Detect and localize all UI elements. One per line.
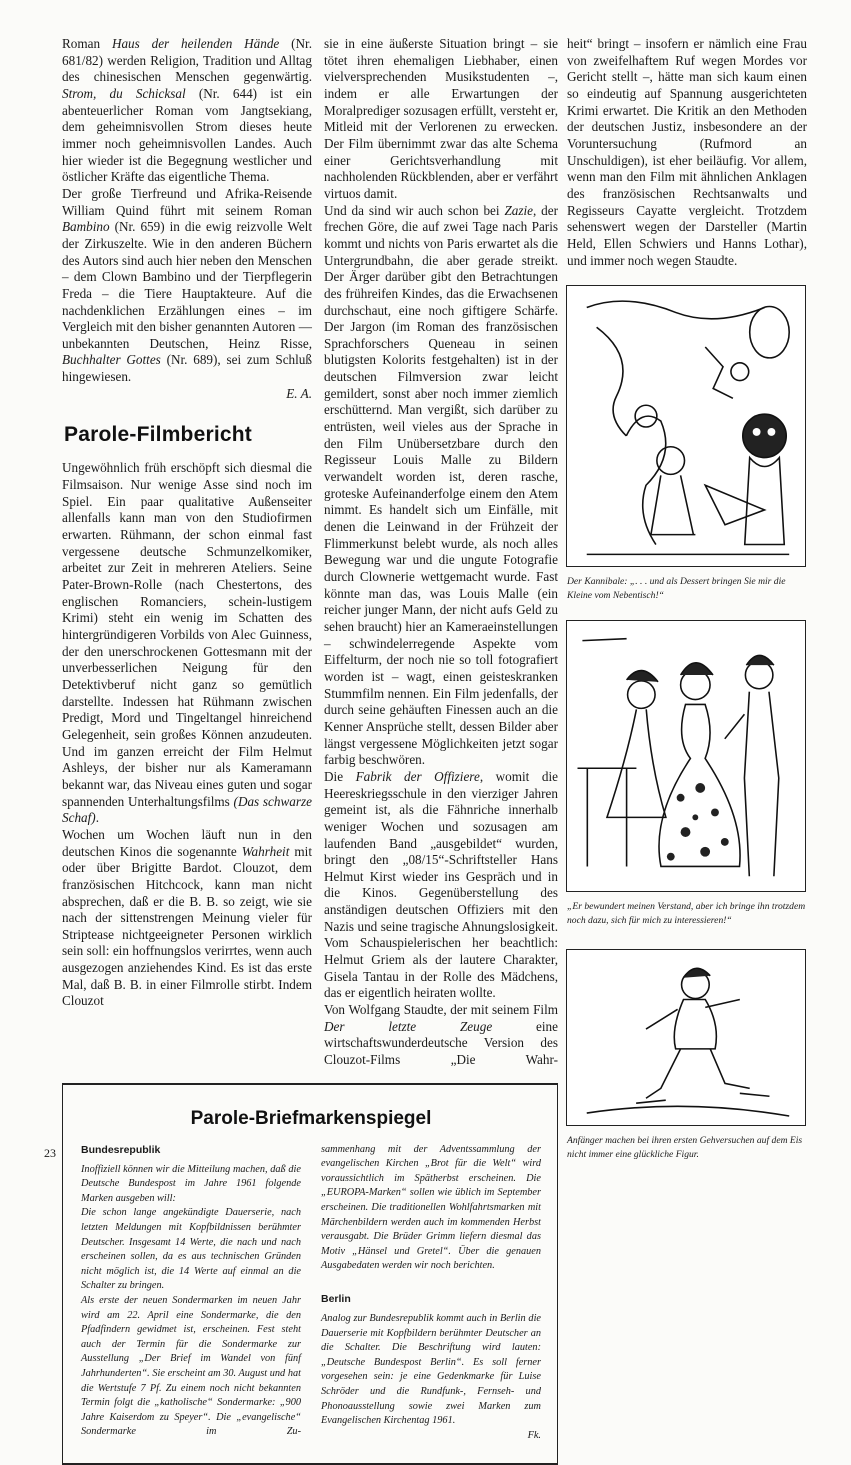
text-run: Analog zur Bundesrepublik kommt auch in Berlin die Dauerserie mit Kopfbildern berühmter Deutscher an die Schalter. Die Beschriftung wird lauten: „Deutsche Bundespost Berlin“. Es soll ferner vorgesehen sein: je eine Gedenkmarke für Luise Schröder und die Rundfunk-, Fernseh- und Phonoausstellung sowie zwei Marken zum Evangelischen Kirchentag 1961. (321, 1313, 541, 1427)
text-run: , der frechen Göre, die auf zwei Tage nach Paris kommt und nichts von Paris erwartet als die Untergrundbahn, die aber gerade streikt. Der Ärger darüber gibt den Betrachtungen des frühreifen Kindes, das die Erwachsenen durchschaut, eine noch giftigere Schärfe. Der Jargon (im Roman des französischen Sprachforschers Queneau in seinen blutigsten Kolorits festgehalten) ist in der deutschen Filmversion zwar leicht gemildert, sonst aber noch immer ziemlich erschütternd. Man vergißt, sich darüber zu entrüsten, weil vieles aus der Sprache in den Film Unübersetzbare durch den Regisseur Louis Malle zu Bildern verwandelt worden ist, deren rasche, groteske Aufeinanderfolge einem den Atem nimmt. Es handelt sich um Einfälle, mit denen die Leinwand in der Frühzeit der Flimmerkunst belebt wurde, als noch alles Bewegung war und die ungute Fotografie durch Clownerie wettgemacht wurde. Fast könnte man das, was Louis Malle (ein reicher junger Mann, der nicht aufs Geld zu sehen braucht) hier an Kameraeinstellungen – schwindelerregende Aspekte vom Eiffelturm, der noch nie so toll fotografiert worden ist – wagt, einen geisteskranken Stummfilm nennen. Ein Film jedenfalls, der durch seine gehäuften Finessen auch an die Kenner Ansprüche stellt, dessen Bilder aber längst vergessene Möglichkeiten jetzt sogar farbig beschwören. (324, 202, 558, 768)
paragraph (81, 1206, 301, 1294)
stamps-title: Parole-Briefmarkenspiegel (190, 1107, 432, 1129)
film-report-left-paragraphs (62, 460, 312, 1010)
stamps-right-column (321, 1143, 541, 1444)
stamps-bundesrepublik-right (321, 1143, 541, 1274)
main-columns (62, 36, 558, 1465)
text-run: (Nr. 644) ist ein abenteuerlicher Roman vom Jangtsekiang, dem geheimnisvollen Strom dieses heute immer noch geheimnisvollen Landes. Auch hier wieder ist die Begegnung westlicher und östlicher Kräfte das eigentliche Thema. (62, 85, 312, 185)
text-run: Der große Tierfreund und Afrika-Reisende William Quind führt mit seinem Roman (62, 185, 312, 218)
text-run: sie in eine äußerste Situation bringt – sie tötet ihren ehemaligen Liebhaber, einen vielversprechenden Musikstudenten –, indem er alle Erwartungen der Moralprediger sozusagen erfüllt, versteht er, Mitleid mit der Verlorenen zu erwecken. Der Film übernimmt zwar das alte Schema einer Gerichtsverhandlung mit nachholenden Rückblenden, aber er verfährt virtuos damit. (324, 36, 558, 201)
text-run: Und da sind wir auch schon bei (324, 202, 505, 218)
text-run: . (95, 810, 99, 826)
film-report-heading: Parole-Filmbericht (64, 423, 252, 447)
couple-drawing (567, 621, 805, 891)
paragraph (324, 203, 558, 769)
stamps-berlin-text (321, 1312, 541, 1443)
text-run: Die schon lange angekündigte Dauerserie, nach letzten Meldungen mit Kopfbildnissen berühmter Deutscher. Insgesamt 14 Werte, die nach und nach erscheinen sollen, da es aus technischen Gründen nicht möglich ist, die 14 Werte auf einmal an die Schalter zu bringen. (81, 1207, 301, 1292)
text-run: heit“ bringt – insofern er nämlich eine Frau von zweifelhaftem Ruf wegen Mordes vor Gericht stellt –, hätte man sich kaum einen so eindeutig auf Spannung ausgerichteten Krimi erwartet. Die Kritik an den Methoden der deutschen Justiz, insbesondere an der Voruntersuchung (Rufmord an Unschuldigen), ist eher beiläufig. Vor allem, wenn man den Film mit ähnlichen Anklagen des französischen Rechtsanwalts und Regisseurs Cayatte vergleicht. Trotzdem sehenswert wegen der Darsteller (Martin Held, Ellen Schwiers und Hanns Lothar), und immer noch wegen Staudte. (567, 36, 807, 268)
stamps-left-column (81, 1143, 301, 1440)
film-report-middle-column (324, 36, 558, 1069)
italic-title: Zazie (504, 202, 534, 218)
cartoon-cannibal-image (566, 285, 806, 567)
italic-title: Der letzte Zeuge (324, 1018, 493, 1034)
paragraph (81, 1294, 301, 1440)
text-run: sammenhang mit der Adventssammlung der evangelischen Kirchen „Brot für die Welt“ wird voraussichtlich im Spätherbst erscheinen. Die „EUROPA-Marken“ sollen wie üblich im September erscheinen. Die traditionellen Wohlfahrtsmarken mit Märchenbildern werden auch im kommenden Herbst verausgabt. Die Brüder Grimm liefern diesmal das Motiv „Hänsel und Gretel“. Über die genauen Ausgabedaten werden wir noch berichten. (321, 1143, 541, 1272)
text-run: , womit die Heereskriegsschule in den vierziger Jahren gemeint ist, als die Fähnriche innerhalb weniger Wochen und sozusagen am laufenden Band „ausgebildet“ wurden, bringt den „08/15“-Schriftsteller Hans Helmut Kirst wieder ins Gespräch und in die Kinos. Gegenüberstellung des anständigen deutschen Offiziers mit den Nazis und seine tragische Ahnungslosigkeit. Vom Schauspielerischen her beachtlich: Helmut Griem als der lautere Charakter, Gisela Tantau in der Rolle des Mädchens, das er eigentlich heiraten wollte. (324, 768, 558, 1001)
paragraph (567, 36, 807, 269)
left-column (62, 36, 312, 1010)
paragraph (324, 769, 558, 1002)
paragraph (321, 1312, 541, 1429)
paragraph (62, 827, 312, 1010)
text-run: Inoffiziell können wir die Mitteilung machen, daß die Deutsche Bundespost im Jahre 1961 folgende Marken ausgeben will: (81, 1163, 301, 1204)
stamps-berlin-heading: Berlin (321, 1293, 351, 1306)
film-report-right-column (567, 36, 807, 269)
stamps-signature: Fk. (527, 1429, 541, 1441)
italic-title: (Das schwarze Schaf) (62, 793, 313, 826)
italic-title: Bambino (62, 219, 110, 235)
text-run: Die (324, 768, 356, 784)
text-run: Roman (62, 36, 112, 51)
text-run: Wochen um Wochen läuft nun in den deutschen Kinos die sogenannte (62, 826, 312, 859)
text-run: (Nr. 681/82) werden Religion, Tradition und Alltag des chinesischen Menschen gegenwärtig. (62, 36, 312, 85)
book-review-signature: E. A. (286, 385, 312, 401)
paragraph (62, 36, 312, 186)
cartoon-cannibal-caption: Der Kannibale: „. . . und als Dessert bringen Sie mir die Kleine vom Nebentisch!“ (567, 576, 786, 601)
stamps-box (62, 1083, 558, 1465)
book-review-paragraphs (62, 36, 312, 386)
cartoon-couple-image (566, 620, 806, 892)
cannibal-drawing (567, 286, 805, 566)
italic-title: Wahrheit (241, 843, 290, 859)
stamps-bundesrepublik-heading: Bundesrepublik (81, 1143, 161, 1156)
text-run: Als erste der neuen Sondermarken im neuen Jahr wird am 22. April eine Sondermarke, die den Pfadfindern gewidmet ist, erscheinen. Fest steht auch der Termin für die Sondermarke zur Ausstellung „Der Brief im Wandel von fünf Jahrhunderten“. Sie erscheint am 30. August und hat die Wertstufe 7 Pf. Zu einem noch nicht bekannten Termin folgt die „katholische“ Sondermarke: „900 Jahre Kaiserdom zu Speyer“. Die „evangelische“ Sondermarke im Zu- (81, 1295, 301, 1438)
text-run: eine wirtschaftswunderdeutsche Version des Clouzot-Films „Die Wahr- (324, 1018, 558, 1068)
right-column (567, 36, 807, 1161)
page-number: 23 (44, 1146, 56, 1160)
ice-skater-drawing (567, 950, 805, 1125)
film-report-middle-paragraphs (324, 36, 558, 1069)
film-report-right-paragraphs (567, 36, 807, 269)
text-run: Von Wolfgang Staudte, der mit seinem Film (324, 1002, 558, 1018)
cartoon-ice-skater-caption: Anfänger machen bei ihren ersten Gehversuchen auf dem Eis nicht immer eine glückliche Figur. (567, 1135, 803, 1160)
italic-title: Strom, du Schicksal (62, 85, 186, 101)
stamps-bundesrepublik-left-paragraphs (81, 1163, 301, 1440)
paragraph (62, 460, 312, 826)
cartoon-ice-skater-image (566, 949, 806, 1126)
cartoon-couple-caption: „Er bewundert meinen Verstand, aber ich bringe ihn trotzdem noch dazu, sich für mich zu interessieren!“ (567, 901, 806, 926)
italic-title: Fabrik der Offiziere (355, 768, 480, 784)
paragraph (321, 1143, 541, 1274)
stamps-bundesrepublik-left (81, 1163, 301, 1440)
paragraph (324, 36, 558, 203)
paragraph (62, 186, 312, 386)
stamps-bundesrepublik-right-paragraphs (321, 1143, 541, 1274)
text-run: mit oder über Brigitte Bardot. Clouzot, dem französischen Hitchcock, kann man nicht absprechen, daß er die B. B. so zeigt, wie sie nach der sittenstrengen Meinung vieler für Striptease nichtgeeigneter Personen wirklich sein soll: ein hoffnungslos verirrtes, wenn auch ausgezogen anziehendes Kind. Es ist das erste Mal, daß B. B. in einer Filmrolle stirbt. Indem Clouzot (62, 843, 312, 1009)
text-run: (Nr. 689), sei zum Schluß hingewiesen. (62, 352, 312, 385)
italic-title: Buchhalter Gottes (62, 352, 161, 368)
text-run: (Nr. 659) in die ewig reizvolle Welt der Zirkuszelte. Wie in den anderen Büchern des Autors sind auch hier neben den Menschen – dem Clown Bambino und der Tierpflegerin Freda – die Tiere Hauptakteure. Auf die nachdenklichen Erzählungen eines – im Vergleich mit den bisher genannten Autoren — unbekannten Deutschen, Heinz Risse, (62, 219, 312, 351)
italic-title: Haus der heilenden Hände (111, 36, 280, 51)
stamps-berlin-paragraphs (321, 1312, 541, 1429)
text-run: Ungewöhnlich früh erschöpft sich diesmal die Filmsaison. Nur wenige Asse sind noch im Spiel. Ein paar qualitative Außenseiter allenfalls kann man von den Studiofirmen erwarten. Rühmann, der schon einmal fast vergessene deutsche Schmunzelkomiker, arbeitet zur Zeit in mehreren Ateliers. Seine Pater-Brown-Rolle (nach Chestertons, des englischen Romanciers, schein-lustigem Krimi) steht ein wenig im Schatten des hintergründigeren Vorbilds von Alec Guinness, der den unerschrockenen Gottesmann mit der unverbesserlichen Neigung für den Detektivberuf nicht ganz so gemütlich darstellte. Indessen hat Rühmann zwischen Predigt, Mord und Tingeltangel hinreichend Gelegenheit, sein großes Können anzudeuten. Und im ganzen erreicht der Film Helmut Ashleys, der bisher nur als Kameramann bekannt war, das Niveau eines guten und sogar spannenden Unterhaltungsfilms (62, 460, 312, 809)
paragraph (324, 1002, 558, 1069)
